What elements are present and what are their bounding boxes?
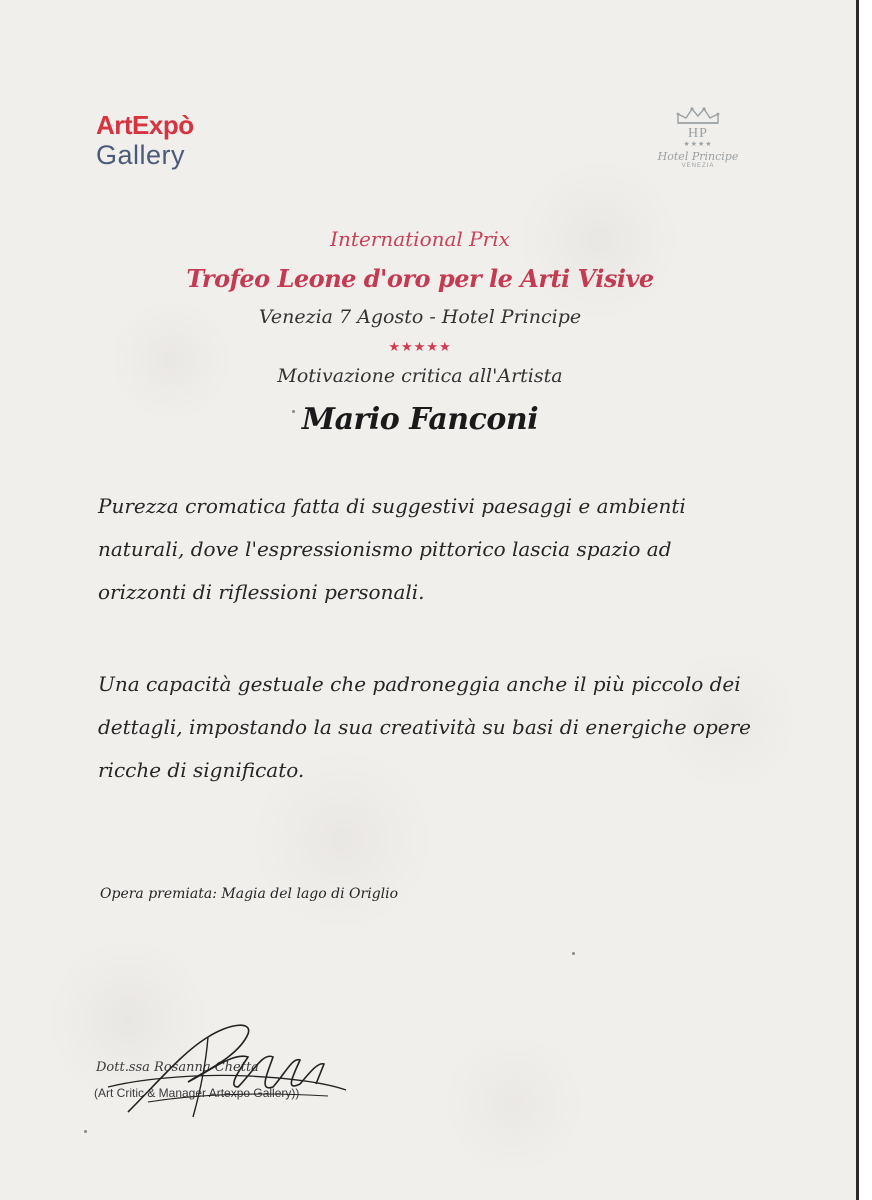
hotel-city: VENEZIA	[681, 163, 715, 169]
logo-line-artexpo: ArtExpò	[96, 110, 194, 140]
paper-speck	[292, 410, 295, 413]
artist-name: Mario Fanconi	[301, 402, 539, 437]
event-venue: Venezia 7 Agosto - Hotel Principe	[258, 306, 582, 328]
critique-paragraph-1: Purezza cromatica fatta di suggestivi paesaggi e ambienti naturali, dove l'espressionismo pittorico lascia spazio ad orizzonti di riflessioni personali.	[98, 494, 686, 604]
signer-role: (Art Critic & Manager Artexpo Gallery))	[94, 1086, 300, 1100]
motivation-heading: Motivazione critica all'Artista	[277, 365, 563, 387]
artexpo-gallery-logo	[96, 112, 194, 169]
critique-paragraph-2: Una capacità gestuale che padroneggia anche il più piccolo dei dettagli, impostando la sua creatività su basi di energiche opere ricche di significato.	[98, 672, 751, 782]
signer-name: Dott.ssa Rosanna Chetta	[96, 1060, 259, 1075]
crown-icon	[646, 106, 750, 126]
trofeo-title: Trofeo Leone d'oro per le Arti Visive	[186, 264, 654, 293]
paper-speck	[572, 952, 575, 955]
hotel-stars: ★★★★	[683, 140, 713, 148]
scan-margin	[859, 0, 872, 1200]
hotel-monogram: HP	[688, 126, 708, 141]
awarded-work: Opera premiata: Magia del lago di Origlio	[100, 886, 399, 902]
hotel-principe-logo	[646, 106, 750, 169]
hotel-name: Hotel Principe	[657, 150, 739, 163]
prix-title: International Prix	[330, 227, 510, 251]
rating-stars: ★★★★★	[388, 340, 452, 355]
logo-line-gallery: Gallery	[96, 140, 186, 170]
paper-speck	[84, 1130, 87, 1133]
handwritten-signature	[88, 1012, 358, 1122]
